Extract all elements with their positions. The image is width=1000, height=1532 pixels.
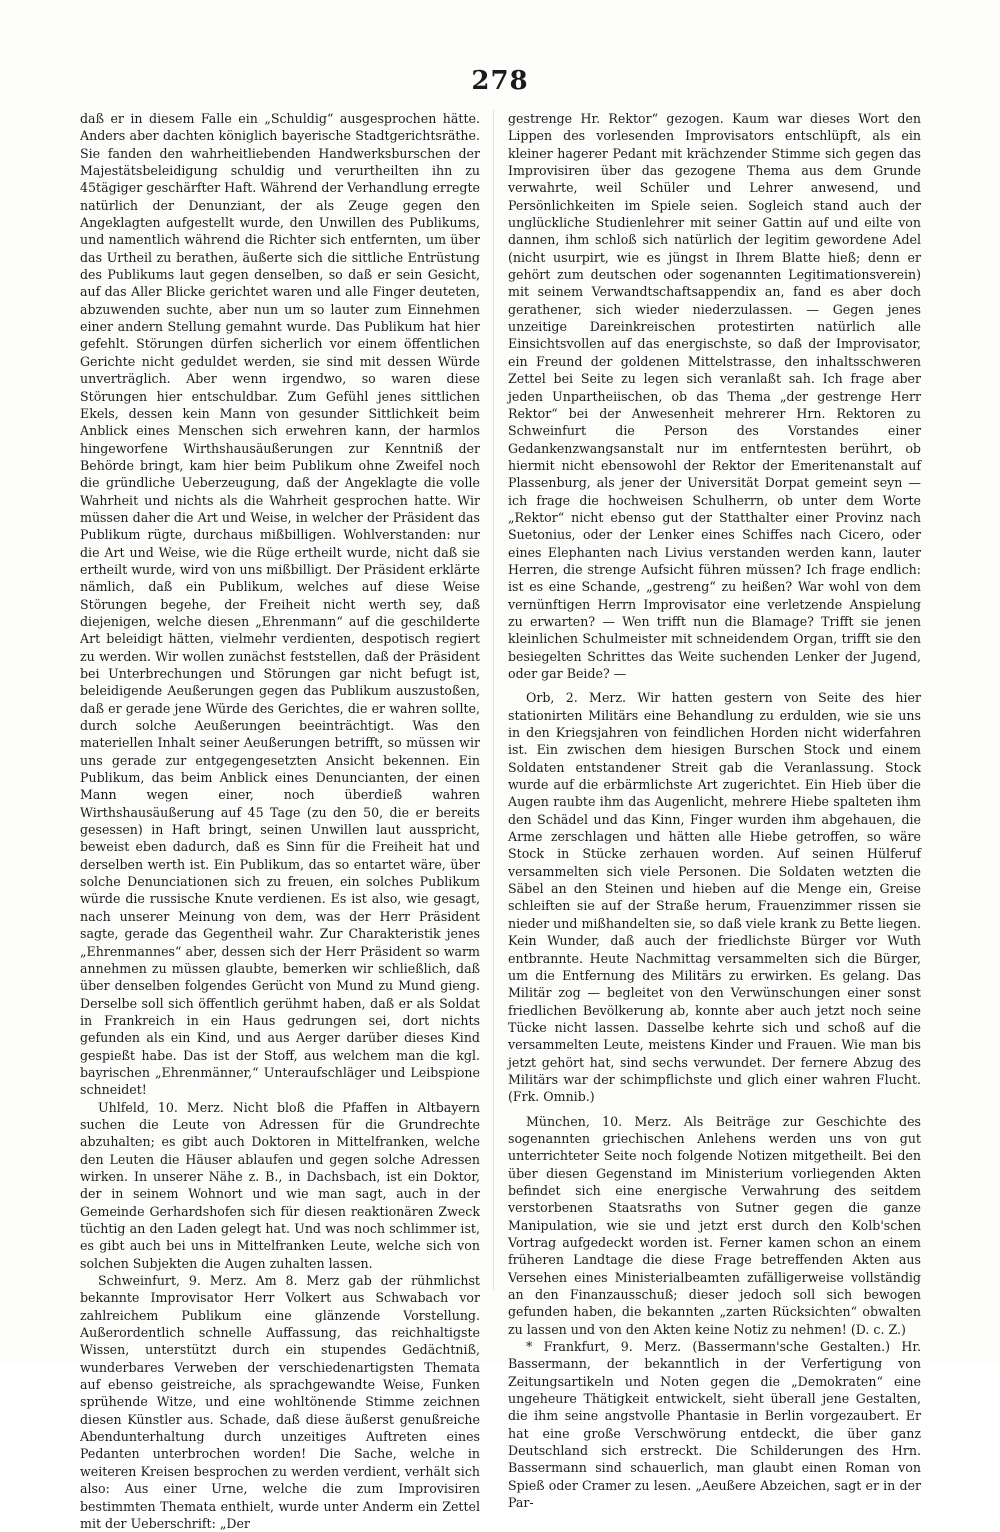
article-paragraph: Uhlfeld, 10. Merz. Nicht bloß die Pfaffen in Altbayern suchen die Leute von Adressen für die Grundrechte abzuhalten; es gibt auch Doktoren in Mittelfranken, welche den Leuten die Häuser ablaufen und gegen solche Adressen wirken. In unserer Nähe z. B., in Dachsbach, ist ein Doktor, der in seinem Wohnort und wie man sagt, auch in der Gemeinde Gerhardshofen sich für diesen reaktionären Zweck tüchtig an den Laden gelegt hat. Und was noch schlimmer ist, es gibt auch bei uns in Mittelfranken Leute, welche sich von solchen Subjekten die Augen zuhalten lassen.	[80, 1099, 480, 1271]
right-column	[508, 110, 921, 1511]
article-paragraph: daß er in diesem Falle ein „Schuldig“ ausgesprochen hätte. Anders aber dachten königlich bayerische Stadtgerichtsräthe. Sie fanden den wahrheitliebenden Handwerksburschen der Majestätsbeleidigung schuldig und verurtheilten ihn zu 45tägiger geschärfter Haft. Während der Verhandlung erregte natürlich der Denunziant, der als Zeuge gegen den Angeklagten aufgestellt wurde, den Unwillen des Publikums, und namentlich während die Richter sich entfernten, um über das Urtheil zu berathen, äußerte sich die sittliche Entrüstung des Publikums laut gegen denselben, so daß er sein Gesicht, auf das Aller Blicke gerichtet waren und alle Finger deuteten, abzuwenden suchte, aber nun um so lauter zum Einnehmen einer andern Stellung gemahnt wurde. Das Publikum hat hier gefehlt. Störungen dürfen sicherlich vor einem öffentlichen Gerichte nicht geduldet werden, sie sind mit dessen Würde unverträglich. Aber wenn irgendwo, so waren diese Störungen hier entschuldbar. Zum Gefühl jenes sittlichen Ekels, dessen kein Mann von gesunder Sittlichkeit beim Anblick eines Menschen sich erwehren kann, der harmlos hingeworfene Wirthshausäußerungen zur Kenntniß der Behörde bringt, kam hier beim Publikum ohne Zweifel noch die gründliche Ueberzeugung, daß der Angeklagte die volle Wahrheit und nichts als die Wahrheit gesprochen hatte. Wir müssen daher die Art und Weise, in welcher der Präsident das Publikum rügte, durchaus mißbilligen. Wohlverstanden: nur die Art und Weise, wie die Rüge ertheilt wurde, nicht daß sie ertheilt wurde, wird von uns mißbilligt. Der Präsident erklärte nämlich, daß ein Publikum, welches auf diese Weise Störungen begehe, der Freiheit nicht werth sey, daß diejenigen, welche diesen „Ehrenmann“ auf die geschilderte Art beleidigt hätten, vielmehr verdienten, despotisch regiert zu werden. Wir wollen zunächst feststellen, daß der Präsident bei Unterbrechungen und Störungen gar nicht befugt ist, beleidigende Aeußerungen gegen das Publikum auszustoßen, daß er gerade jene Würde des Gerichtes, die er wahren sollte, durch solche Aeußerungen beeinträchtigt. Was den materiellen Inhalt seiner Aeußerungen betrifft, so müssen wir uns gerade zur entgegengesetzten Ansicht bekennen. Ein Publikum, das beim Anblick eines Denuncianten, der einen Mann wegen einer, noch überdieß wahren Wirthshausäußerung auf 45 Tage (zu den 50, die er bereits gesessen) in Haft bringt, seinen Unwillen laut ausspricht, beweist eben dadurch, daß es Sinn für die Freiheit hat und derselben werth ist. Ein Publikum, das so entartet wäre, über solche Denunciationen sich zu freuen, ein solches Publikum würde die russische Knute verdienen. Es ist also, wie gesagt, nach unserer Meinung von dem, was der Herr Präsident sagte, gerade das Gegentheil wahr. Zur Charakteristik jenes „Ehrenmannes“ aber, dessen sich der Herr Präsident so warm annehmen zu müssen glaubte, bemerken wir schließlich, daß über denselben folgendes Gerücht von Mund zu Mund gieng. Derselbe soll sich öffentlich gerühmt haben, daß er als Soldat in Frankreich in ein Haus gedrungen sei, dort nichts gefunden als ein Kind, und aus Aerger darüber dieses Kind gespießt habe. Das ist der Stoff, aus welchem man die kgl. bayrischen „Ehrenmänner,“ Unteraufschläger und Leibspione schneidet!	[80, 111, 481, 1098]
article-paragraph: München, 10. Merz. Als Beiträge zur Geschichte des sogenannten griechischen Anlehens werden uns von gut unterrichteter Seite noch folgende Notizen mitgetheilt. Bei den über diesen Gegenstand im Ministerium vorliegenden Akten befindet sich eine energische Verwahrung des seitdem verstorbenen Staatsraths von Sutner gegen die ganze Manipulation, wie sie und jetzt erst durch den Kolb'schen Vortrag aufgedeckt worden ist. Ferner kamen schon an einem früheren Landtage die diese Frage betreffenden Akten aus Versehen eines Ministerialbeamten zufälligerweise vollständig an den Finanzausschuß; dieser jedoch soll sich bewogen gefunden haben, die bekannten „zarten Rücksichten“ obwalten zu lassen und von den Akten keine Notiz zu nehmen! (D. c. Z.)	[508, 1113, 921, 1337]
article-paragraph: Orb, 2. Merz. Wir hatten gestern von Seite des hier stationirten Militärs eine Behandlung zu erdulden, wie sie uns in den Kriegsjahren von feindlichen Horden nicht widerfahren ist. Ein zwischen dem hiesigen Burschen Stock und einem Soldaten entstandener Streit gab die Veranlassung. Stock wurde auf die erbärmlichste Art zugerichtet. Ein Hieb über die Augen raubte ihm das Augenlicht, mehrere Hiebe spalteten ihm den Schädel und das Kinn, Finger wurden ihm abgehauen, die Arme zerschlagen und hätten alle Hiebe getroffen, so wäre Stock in Stücke zerhauen worden. Auf seinen Hülferuf versammelten sich viele Personen. Die Soldaten wetzten die Säbel an den Steinen und hieben auf die Menge ein, Greise schleiften sie auf der Straße herum, Frauenzimmer rissen sie nieder und mißhandelten sie, so daß viele krank zu Bette liegen. Kein Wunder, daß auch der friedlichste Bürger vor Wuth entbrannte. Heute Nachmittag versammelten sich die Bürger, um die Entfernung des Militärs zu erwirken. Es gelang. Das Militär zog — begleitet von den Verwünschungen einer sonst friedlichen Bevölkerung ab, konnte aber auch jetzt noch seine Tücke nicht lassen. Dasselbe kehrte sich und schoß auf die versammelten Leute, meistens Kinder und Frauen. Wie man bis jetzt gehört hat, sind sechs verwundet. Der fernere Abzug des Militärs war der schimpflichste und glich einer wahren Flucht. (Frk. Omnib.)	[508, 690, 921, 1105]
article-paragraph: * Frankfurt, 9. Merz. (Bassermann'sche Gestalten.) Hr. Bassermann, der bekanntlich in der Verfertigung von Zeitungsartikeln und Noten gegen die „Demokraten“ eine ungeheure Thätigkeit entwickelt, sieht überall jene Gestalten, die ihm seine angstvolle Phantasie in Berlin vorgezaubert. Er hat eine große Verschwörung entdeckt, die über ganz Deutschland sich erstreckt. Die Schilderungen des Hrn. Bassermann sind schauerlich, man glaubt einen Roman von Spieß oder Cramer zu lesen. „Aeußere Abzeichen, sagt er in der Par-	[508, 1339, 921, 1511]
article-paragraph: gestrenge Hr. Rektor“ gezogen. Kaum war dieses Wort den Lippen des vorlesenden Improvisators entschlüpft, als ein kleiner hagerer Pedant mit krächzender Stimme sich gegen das Improvisiren über das gezogene Thema aus dem Grunde verwahrte, weil Schüler und Lehrer anwesend, und Persönlichkeiten im Spiele seien. Sogleich stand auch der unglückliche Studienlehrer mit seiner Gattin auf und eilte von dannen, ihm schloß sich natürlich der legitim gewordene Adel (nicht usurpirt, wie es jüngst in Ihrem Blatte hieß; denn er gehört zum deutschen oder sogenannten Legitimationsverein) mit seinem Verwandtschaftsappendix an, fand es aber doch gerathener, sich wieder niederzulassen. — Gegen jenes unzeitige Dareinkreischen protestirten natürlich alle Einsichtsvollen auf das energischste, so daß der Improvisator, ein Freund der goldenen Mittelstrasse, den inhaltsschweren Zettel bei Seite zu legen sich veranlaßt sah. Ich frage aber jeden Unpartheiischen, ob das Thema „der gestrenge Herr Rektor“ bei der Anwesenheit mehrerer Hrn. Rektoren zu Schweinfurt die Person des Vorstandes einer Gedankenzwangsanstalt nur im entferntesten berührt, ob hiermit nicht ebensowohl der Rektor der Emeritenanstalt auf Plassenburg, als jener der Universität Dorpat gemeint seyn — ich frage die hochweisen Schulherrn, ob unter dem Worte „Rektor“ nicht ebenso gut der Statthalter einer Provinz nach Suetonius, oder der Lenker eines Schiffes nach Cicero, oder eines Elephanten nach Livius verstanden werden kann, lauter Herren, die strenge Aufsicht führen müssen? Ich frage endlich: ist es eine Schande, „gestreng“ zu heißen? War wohl von dem vernünftigen Herrn Improvisator eine verletzende Anspielung zu erwarten? — Wen trifft nun die Blamage? Trifft sie jenen kleinlichen Schulmeister mit schneidendem Organ, trifft sie den besiegelten Schrittes das Weite suchenden Lenker der Jugend, oder gar Beide? —	[508, 111, 921, 681]
column-divider	[493, 110, 494, 1290]
article-paragraph: Schweinfurt, 9. Merz. Am 8. Merz gab der rühmlichst bekannte Improvisator Herr Volkert aus Schwabach vor zahlreichem Publikum eine glänzende Vorstellung. Außerordentlich schnelle Auffassung, das reichhaltigste Wissen, unterstützt durch ein stupendes Gedächtniß, wunderbares Verweben der verschiedenartigsten Themata auf ebenso geistreiche, als sprachgewandte Weise, Funken sprühende Witze, und eine wohltönende Stimme zeichnen diesen Künstler aus. Schade, daß diese äußerst genußreiche Abendunterhaltung durch unzeitiges Auftreten eines Pedanten unterbrochen worden! Die Sache, welche in weiteren Kreisen besprochen zu werden verdient, verhält sich also: Aus einer Urne, welche die zum Improvisiren bestimmten Themata enthielt, wurde unter Anderm ein Zettel mit der Ueberschrift: „Der	[80, 1273, 480, 1531]
page-number: 278	[471, 66, 529, 96]
left-column	[80, 110, 481, 1531]
